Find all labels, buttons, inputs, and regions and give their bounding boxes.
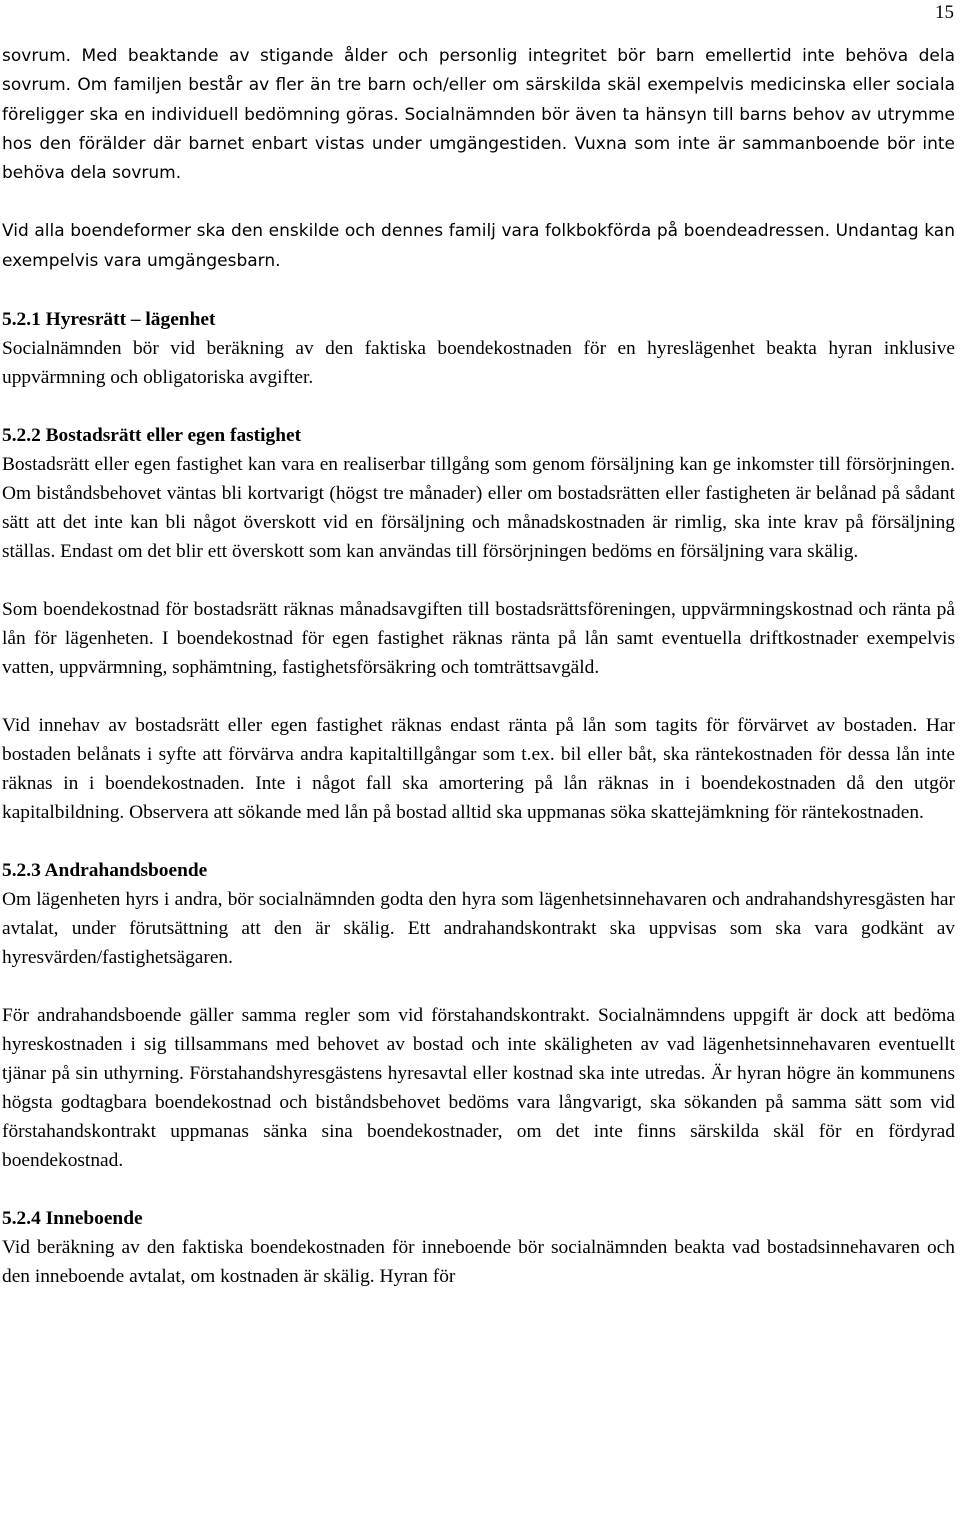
- paragraph-sovrum: sovrum. Med beaktande av stigande ålder och personlig integritet bör barn emellertid inte behöva dela sovrum. Om familjen består av fler än tre barn och/eller om särskilda skäl exempelvis medicinska eller sociala föreligger ska en individuell bedömning göras. Socialnämnden bör även ta hänsyn till barns behov av utrymme hos den förälder där barnet enbart vistas under umgängestiden. Vuxna som inte är sammanboende bör inte behöva dela sovrum.: [2, 46, 955, 184]
- section-paragraph: Bostadsrätt eller egen fastighet kan vara en realiserbar tillgång som genom försäljning kan ge inkomster till försörjningen. Om biståndsbehovet väntas bli kortvarigt (högst tre månader) eller om bostadsrätten eller fastigheten är belånad på sådant sätt att det inte kan bli något överskott vid en försäljning och månadskostnaden är rimlig, ska inte krav på försäljning ställas. Endast om det blir ett överskott som kan användas till försörjningen bedöms en försäljning vara skälig.: [2, 454, 955, 563]
- section-bostadsratt: [2, 421, 955, 827]
- page-number: 15: [935, 2, 954, 23]
- section-paragraph: Om lägenheten hyrs i andra, bör socialnämnden godta den hyra som lägenhetsinnehavaren och andrahandshyresgästen har avtalat, under förutsättning att den är skälig. Ett andrahandskontrakt ska uppvisas som ska vara godkänt av hyresvärden/fastighetsägaren.: [2, 889, 955, 969]
- section-andrahandsboende: [2, 856, 955, 1175]
- section-paragraph: Socialnämnden bör vid beräkning av den faktiska boendekostnaden för en hyreslägenhet beakta hyran inklusive uppvärmning och obligatoriska avgifter.: [2, 338, 955, 389]
- section-paragraph: Som boendekostnad för bostadsrätt räknas månadsavgiften till bostadsrättsföreningen, uppvärmningskostnad och ränta på lån för lägenheten. I boendekostnad för egen fastighet räknas ränta på lån samt eventuella driftkostnader exempelvis vatten, uppvärmning, sophämtning, fastighetsförsäkring och tomträttsavgäld.: [2, 599, 955, 679]
- section-hyresratt: [2, 305, 955, 392]
- section-paragraph: För andrahandsboende gäller samma regler som vid förstahandskontrakt. Socialnämndens uppgift är dock att bedöma hyreskostnaden i sig tillsammans med behovet av bostad och inte skäligheten av vad lägenhetsinnehavaren eventuellt tjänar på sin uthyrning. Förstahandshyresgästens hyresavtal eller kostnad ska inte utredas. Är hyran högre än kommunens högsta godtagbara boendekostnad och biståndsbehovet bedöms vara långvarigt, ska sökanden på samma sätt som vid förstahandskontrakt uppmanas sänka sina boendekostnader, om det inte finns särskilda skäl för en fördyrad boendekostnad.: [2, 1005, 955, 1172]
- section-heading: 5.2.4 Inneboende: [2, 1208, 143, 1230]
- section-heading: 5.2.2 Bostadsrätt eller egen fastighet: [2, 425, 302, 447]
- section-heading: 5.2.3 Andrahandsboende: [2, 860, 208, 882]
- document-body: [2, 42, 955, 1291]
- section-paragraph: Vid beräkning av den faktiska boendekostnaden för inneboende bör socialnämnden beakta vad bostadsinnehavaren och den inneboende avtalat, om kostnaden är skälig. Hyran för: [2, 1237, 955, 1288]
- section-paragraph: Vid innehav av bostadsrätt eller egen fastighet räknas endast ränta på lån som tagits för förvärvet av bostaden. Har bostaden belånats i syfte att förvärva andra kapitaltillgångar som t.ex. bil eller båt, ska räntekostnaden för dessa lån inte räknas in i boendekostnaden. Inte i något fall ska amortering på lån räknas in i boendekostnaden då den utgör kapitalbildning. Observera att sökande med lån på bostad alltid ska uppmanas söka skattejämkning för räntekostnaden.: [2, 715, 955, 824]
- section-inneboende: [2, 1204, 955, 1291]
- section-heading: 5.2.1 Hyresrätt – lägenhet: [2, 309, 216, 331]
- paragraph-folkbokforing: Vid alla boendeformer ska den enskilde och dennes familj vara folkbokförda på boendeadressen. Undantag kan exempelvis vara umgängesbarn.: [2, 221, 955, 271]
